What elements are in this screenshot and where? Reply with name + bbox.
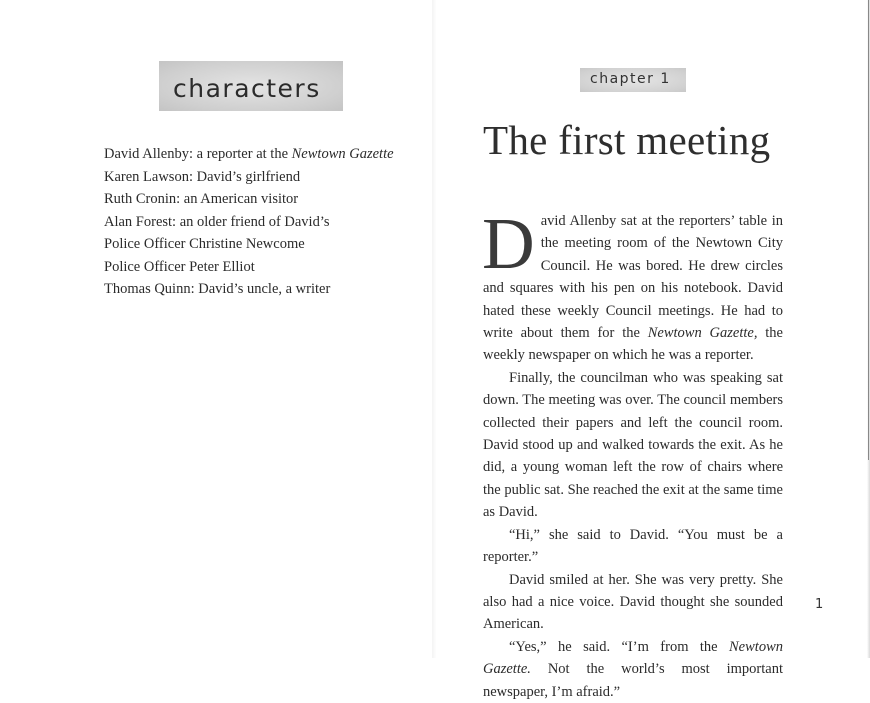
story-paragraph: “Hi,” she said to David. “You must be a reporter.” [483,526,783,566]
story-text [482,203,783,703]
character-entry: David Allenby: a reporter at the Newtown Gazette [104,146,394,162]
book-spine [432,0,436,658]
chapter-label: chapter 1 [590,71,671,87]
story-paragraph: “Yes,” he said. “I’m from the Newtown Gazette. Not the world’s most important newspaper, I’m afraid.” [483,638,783,700]
story-paragraph: David Allenby sat at the reporters’ table in the meeting room of the Newtown City Council. He was bored. He drew circles and squares with his pen on his notebook. David hated these weekly Council meetings. He had to write about them for the Newtown Gazette, the weekly newspaper on which he was a reporter. [482,203,783,364]
character-entry: Ruth Cronin: an American visitor [104,191,299,207]
character-list [104,143,394,301]
character-entry: Alan Forest: an older friend of David’s [104,213,330,230]
character-entry: Police Officer Christine Newcome [104,236,305,252]
story-paragraph: Finally, the councilman who was speaking sat down. The meeting was over. The council members collected their papers and left the council room. David stood up and walked towards the exit. As he did, a young woman left the row of chairs where the public sat. She reached the exit at the same time as David. [483,369,783,521]
characters-label-box [159,61,343,111]
chapter-title: The first meeting [483,117,771,163]
story-paragraph: David smiled at her. She was very pretty. She also had a nice voice. David thought she sounded American. [483,571,783,633]
chapter-label-box [580,68,686,92]
drop-cap: D [482,203,535,284]
page-number: 1 [815,597,824,612]
characters-heading: characters [173,74,321,103]
character-entry: Police Officer Peter Elliot [104,258,255,275]
character-entry: Thomas Quinn: David’s uncle, a writer [104,281,331,297]
character-entry: Karen Lawson: David’s girlfriend [104,168,301,185]
